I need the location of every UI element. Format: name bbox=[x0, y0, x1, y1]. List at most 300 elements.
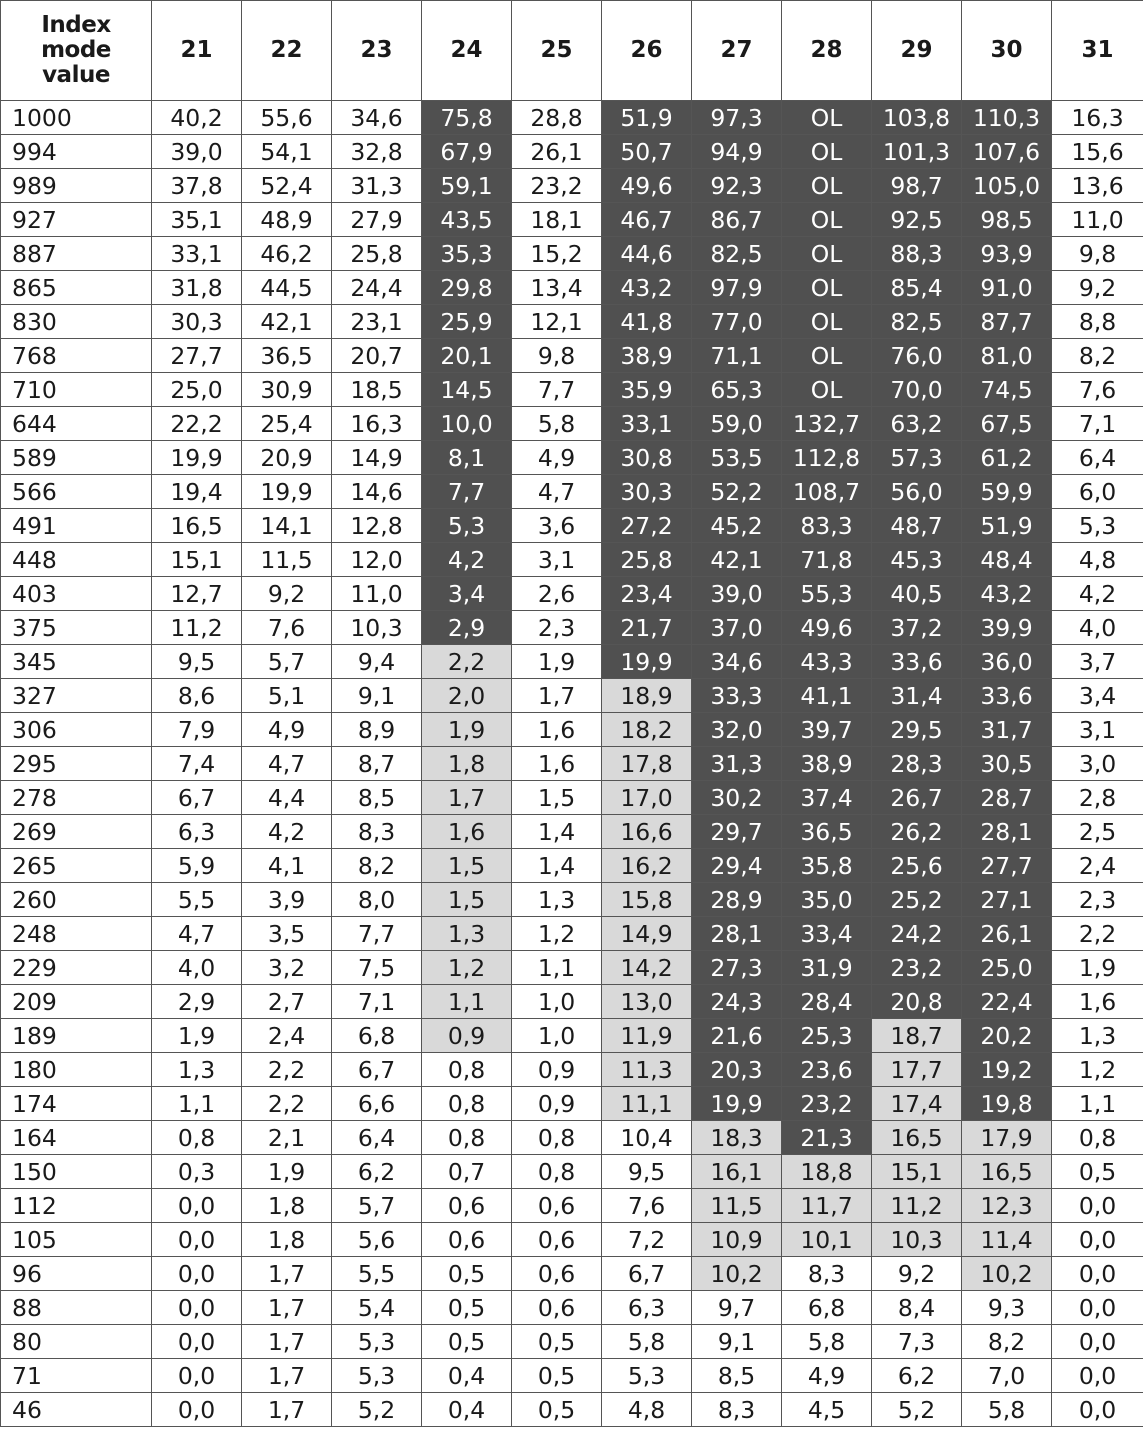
value-cell: 0,0 bbox=[1052, 1223, 1143, 1257]
index-cell: 927 bbox=[1, 203, 152, 237]
value-cell: 10,4 bbox=[602, 1121, 692, 1155]
value-cell: OL bbox=[782, 373, 872, 407]
value-cell: 1,9 bbox=[422, 713, 512, 747]
table-row bbox=[1, 339, 1143, 373]
value-cell: 0,8 bbox=[512, 1121, 602, 1155]
value-cell: 25,2 bbox=[872, 883, 962, 917]
value-cell: 3,7 bbox=[1052, 645, 1143, 679]
value-cell: 55,6 bbox=[242, 101, 332, 135]
value-cell: 28,1 bbox=[962, 815, 1052, 849]
value-cell: 23,6 bbox=[782, 1053, 872, 1087]
value-cell: 1,2 bbox=[1052, 1053, 1143, 1087]
value-cell: 1,1 bbox=[422, 985, 512, 1019]
table-body bbox=[1, 101, 1143, 1427]
value-cell: 0,8 bbox=[422, 1053, 512, 1087]
value-cell: 4,4 bbox=[242, 781, 332, 815]
value-cell: 10,3 bbox=[332, 611, 422, 645]
value-cell: 16,5 bbox=[152, 509, 242, 543]
value-cell: 2,2 bbox=[242, 1053, 332, 1087]
value-cell: 39,0 bbox=[152, 135, 242, 169]
table-row bbox=[1, 1223, 1143, 1257]
value-cell: 3,4 bbox=[1052, 679, 1143, 713]
value-cell: 1,0 bbox=[512, 1019, 602, 1053]
value-cell: 43,2 bbox=[962, 577, 1052, 611]
value-cell: 4,5 bbox=[782, 1393, 872, 1427]
value-cell: 1,3 bbox=[152, 1053, 242, 1087]
value-cell: 0,6 bbox=[422, 1223, 512, 1257]
value-cell: 97,9 bbox=[692, 271, 782, 305]
value-cell: 32,8 bbox=[332, 135, 422, 169]
index-mode-value-header bbox=[1, 1, 152, 101]
value-cell: 1,2 bbox=[422, 951, 512, 985]
value-cell: 0,0 bbox=[152, 1359, 242, 1393]
value-cell: 1,7 bbox=[512, 679, 602, 713]
value-cell: 103,8 bbox=[872, 101, 962, 135]
value-cell: 59,1 bbox=[422, 169, 512, 203]
value-cell: 20,1 bbox=[422, 339, 512, 373]
value-cell: 76,0 bbox=[872, 339, 962, 373]
value-cell: 31,3 bbox=[692, 747, 782, 781]
value-cell: 51,9 bbox=[962, 509, 1052, 543]
value-cell: 1,7 bbox=[242, 1325, 332, 1359]
value-cell: 25,0 bbox=[152, 373, 242, 407]
column-header: 26 bbox=[602, 1, 692, 101]
value-cell: 7,0 bbox=[962, 1359, 1052, 1393]
value-cell: 132,7 bbox=[782, 407, 872, 441]
value-cell: 11,7 bbox=[782, 1189, 872, 1223]
value-cell: 6,6 bbox=[332, 1087, 422, 1121]
value-cell: 55,3 bbox=[782, 577, 872, 611]
table-row bbox=[1, 781, 1143, 815]
index-cell: 269 bbox=[1, 815, 152, 849]
value-cell: 0,6 bbox=[512, 1189, 602, 1223]
header-line: Index bbox=[41, 12, 111, 38]
value-cell: 5,3 bbox=[332, 1325, 422, 1359]
value-cell: 9,5 bbox=[152, 645, 242, 679]
value-cell: 23,2 bbox=[872, 951, 962, 985]
value-cell: 24,2 bbox=[872, 917, 962, 951]
table-row bbox=[1, 407, 1143, 441]
value-cell: 28,9 bbox=[692, 883, 782, 917]
value-cell: 5,6 bbox=[332, 1223, 422, 1257]
value-cell: 16,1 bbox=[692, 1155, 782, 1189]
value-cell: 20,7 bbox=[332, 339, 422, 373]
value-cell: 8,8 bbox=[1052, 305, 1143, 339]
value-cell: 9,3 bbox=[962, 1291, 1052, 1325]
value-cell: 6,2 bbox=[332, 1155, 422, 1189]
value-cell: 16,6 bbox=[602, 815, 692, 849]
value-cell: 85,4 bbox=[872, 271, 962, 305]
table-row bbox=[1, 951, 1143, 985]
value-cell: 31,3 bbox=[332, 169, 422, 203]
index-cell: 295 bbox=[1, 747, 152, 781]
value-cell: 6,3 bbox=[602, 1291, 692, 1325]
value-cell: 9,4 bbox=[332, 645, 422, 679]
index-cell: 248 bbox=[1, 917, 152, 951]
value-cell: 2,2 bbox=[422, 645, 512, 679]
value-cell: 35,8 bbox=[782, 849, 872, 883]
column-header: 22 bbox=[242, 1, 332, 101]
value-cell: 26,1 bbox=[512, 135, 602, 169]
value-cell: 37,8 bbox=[152, 169, 242, 203]
value-cell: 71,8 bbox=[782, 543, 872, 577]
value-cell: 7,5 bbox=[332, 951, 422, 985]
index-cell: 994 bbox=[1, 135, 152, 169]
value-cell: 108,7 bbox=[782, 475, 872, 509]
value-cell: 1,2 bbox=[512, 917, 602, 951]
value-cell: 37,4 bbox=[782, 781, 872, 815]
value-cell: 21,6 bbox=[692, 1019, 782, 1053]
value-cell: OL bbox=[782, 203, 872, 237]
value-cell: 15,2 bbox=[512, 237, 602, 271]
value-cell: 61,2 bbox=[962, 441, 1052, 475]
column-header: 27 bbox=[692, 1, 782, 101]
value-cell: 6,4 bbox=[332, 1121, 422, 1155]
value-cell: 0,4 bbox=[422, 1393, 512, 1427]
value-cell: 93,9 bbox=[962, 237, 1052, 271]
value-cell: 35,3 bbox=[422, 237, 512, 271]
value-cell: 2,3 bbox=[1052, 883, 1143, 917]
index-cell: 865 bbox=[1, 271, 152, 305]
value-cell: 1,8 bbox=[242, 1189, 332, 1223]
value-cell: 48,4 bbox=[962, 543, 1052, 577]
value-cell: 6,2 bbox=[872, 1359, 962, 1393]
value-cell: 0,6 bbox=[512, 1223, 602, 1257]
value-cell: 30,2 bbox=[692, 781, 782, 815]
column-header: 24 bbox=[422, 1, 512, 101]
value-cell: 17,7 bbox=[872, 1053, 962, 1087]
value-cell: 21,3 bbox=[782, 1121, 872, 1155]
value-cell: 8,3 bbox=[332, 815, 422, 849]
index-cell: 403 bbox=[1, 577, 152, 611]
value-cell: 29,7 bbox=[692, 815, 782, 849]
index-cell: 96 bbox=[1, 1257, 152, 1291]
value-cell: 29,4 bbox=[692, 849, 782, 883]
value-cell: 37,2 bbox=[872, 611, 962, 645]
column-header: 23 bbox=[332, 1, 422, 101]
value-cell: 87,7 bbox=[962, 305, 1052, 339]
value-cell: 29,5 bbox=[872, 713, 962, 747]
value-cell: 81,0 bbox=[962, 339, 1052, 373]
index-cell: 1000 bbox=[1, 101, 152, 135]
value-cell: 19,8 bbox=[962, 1087, 1052, 1121]
value-cell: 2,2 bbox=[242, 1087, 332, 1121]
value-cell: 0,5 bbox=[422, 1291, 512, 1325]
table-row bbox=[1, 1121, 1143, 1155]
value-cell: 10,2 bbox=[692, 1257, 782, 1291]
value-cell: 67,5 bbox=[962, 407, 1052, 441]
value-cell: 35,0 bbox=[782, 883, 872, 917]
table-row bbox=[1, 237, 1143, 271]
value-cell: 44,6 bbox=[602, 237, 692, 271]
table-row bbox=[1, 1393, 1143, 1427]
value-cell: 71,1 bbox=[692, 339, 782, 373]
value-cell: 33,4 bbox=[782, 917, 872, 951]
value-cell: 27,7 bbox=[152, 339, 242, 373]
value-cell: 5,3 bbox=[422, 509, 512, 543]
value-cell: 8,1 bbox=[422, 441, 512, 475]
column-header: 30 bbox=[962, 1, 1052, 101]
table-row bbox=[1, 543, 1143, 577]
value-cell: 8,5 bbox=[692, 1359, 782, 1393]
value-cell: 2,9 bbox=[152, 985, 242, 1019]
value-cell: 8,6 bbox=[152, 679, 242, 713]
table-row bbox=[1, 1325, 1143, 1359]
value-cell: 18,8 bbox=[782, 1155, 872, 1189]
value-cell: 1,7 bbox=[242, 1359, 332, 1393]
value-cell: 6,7 bbox=[332, 1053, 422, 1087]
value-cell: 27,9 bbox=[332, 203, 422, 237]
value-cell: 50,7 bbox=[602, 135, 692, 169]
value-cell: 34,6 bbox=[692, 645, 782, 679]
value-cell: 5,3 bbox=[602, 1359, 692, 1393]
value-cell: 39,9 bbox=[962, 611, 1052, 645]
value-cell: 11,5 bbox=[692, 1189, 782, 1223]
value-cell: 4,2 bbox=[422, 543, 512, 577]
index-cell: 830 bbox=[1, 305, 152, 339]
value-cell: 19,9 bbox=[602, 645, 692, 679]
value-cell: 38,9 bbox=[602, 339, 692, 373]
value-cell: 27,7 bbox=[962, 849, 1052, 883]
table-row bbox=[1, 305, 1143, 339]
value-cell: 107,6 bbox=[962, 135, 1052, 169]
value-cell: 0,5 bbox=[512, 1359, 602, 1393]
value-cell: 9,7 bbox=[692, 1291, 782, 1325]
value-cell: 28,4 bbox=[782, 985, 872, 1019]
value-cell: 4,7 bbox=[152, 917, 242, 951]
value-cell: 1,7 bbox=[242, 1257, 332, 1291]
value-cell: 0,5 bbox=[422, 1257, 512, 1291]
value-cell: 40,2 bbox=[152, 101, 242, 135]
value-cell: 42,1 bbox=[242, 305, 332, 339]
table-row bbox=[1, 1087, 1143, 1121]
table-row bbox=[1, 883, 1143, 917]
value-cell: 11,3 bbox=[602, 1053, 692, 1087]
value-cell: 5,8 bbox=[512, 407, 602, 441]
index-cell: 644 bbox=[1, 407, 152, 441]
value-cell: 23,2 bbox=[782, 1087, 872, 1121]
value-cell: 2,4 bbox=[242, 1019, 332, 1053]
value-cell: 33,6 bbox=[872, 645, 962, 679]
value-cell: 19,4 bbox=[152, 475, 242, 509]
value-cell: 26,2 bbox=[872, 815, 962, 849]
value-cell: 19,9 bbox=[692, 1087, 782, 1121]
value-cell: 0,3 bbox=[152, 1155, 242, 1189]
index-cell: 80 bbox=[1, 1325, 152, 1359]
value-cell: 12,8 bbox=[332, 509, 422, 543]
value-cell: 15,1 bbox=[872, 1155, 962, 1189]
value-cell: 3,1 bbox=[1052, 713, 1143, 747]
value-cell: 0,0 bbox=[1052, 1189, 1143, 1223]
value-cell: 1,6 bbox=[1052, 985, 1143, 1019]
value-cell: 1,1 bbox=[512, 951, 602, 985]
value-cell: 9,8 bbox=[1052, 237, 1143, 271]
value-cell: 48,7 bbox=[872, 509, 962, 543]
value-cell: 31,7 bbox=[962, 713, 1052, 747]
value-cell: OL bbox=[782, 101, 872, 135]
value-cell: 25,9 bbox=[422, 305, 512, 339]
value-cell: 25,8 bbox=[602, 543, 692, 577]
value-cell: 5,5 bbox=[332, 1257, 422, 1291]
value-cell: 5,4 bbox=[332, 1291, 422, 1325]
value-cell: 1,9 bbox=[242, 1155, 332, 1189]
value-cell: 5,5 bbox=[152, 883, 242, 917]
value-cell: 4,9 bbox=[512, 441, 602, 475]
value-cell: 9,2 bbox=[242, 577, 332, 611]
value-cell: 14,1 bbox=[242, 509, 332, 543]
value-cell: 0,5 bbox=[512, 1325, 602, 1359]
value-cell: 46,7 bbox=[602, 203, 692, 237]
value-cell: 9,2 bbox=[872, 1257, 962, 1291]
value-cell: 56,0 bbox=[872, 475, 962, 509]
value-cell: 12,0 bbox=[332, 543, 422, 577]
value-cell: 9,5 bbox=[602, 1155, 692, 1189]
value-cell: 1,1 bbox=[152, 1087, 242, 1121]
value-cell: 5,8 bbox=[602, 1325, 692, 1359]
value-cell: 10,1 bbox=[782, 1223, 872, 1257]
value-cell: 97,3 bbox=[692, 101, 782, 135]
value-cell: 33,1 bbox=[152, 237, 242, 271]
value-cell: 23,2 bbox=[512, 169, 602, 203]
value-cell: 38,9 bbox=[782, 747, 872, 781]
value-cell: OL bbox=[782, 237, 872, 271]
value-cell: 5,8 bbox=[962, 1393, 1052, 1427]
value-cell: 0,4 bbox=[422, 1359, 512, 1393]
column-header: 29 bbox=[872, 1, 962, 101]
value-cell: 0,0 bbox=[1052, 1257, 1143, 1291]
value-cell: 0,7 bbox=[422, 1155, 512, 1189]
index-cell: 375 bbox=[1, 611, 152, 645]
table-row bbox=[1, 1291, 1143, 1325]
value-cell: 11,2 bbox=[152, 611, 242, 645]
column-header: 31 bbox=[1052, 1, 1143, 101]
value-cell: 2,3 bbox=[512, 611, 602, 645]
value-cell: 8,3 bbox=[782, 1257, 872, 1291]
value-cell: 7,1 bbox=[1052, 407, 1143, 441]
table-row bbox=[1, 475, 1143, 509]
value-cell: 20,8 bbox=[872, 985, 962, 1019]
value-cell: 3,0 bbox=[1052, 747, 1143, 781]
value-cell: 40,5 bbox=[872, 577, 962, 611]
table-row bbox=[1, 169, 1143, 203]
value-cell: 8,2 bbox=[332, 849, 422, 883]
value-cell: 1,4 bbox=[512, 815, 602, 849]
value-cell: 7,2 bbox=[602, 1223, 692, 1257]
table-row bbox=[1, 577, 1143, 611]
table-row bbox=[1, 985, 1143, 1019]
table-row bbox=[1, 917, 1143, 951]
column-header: 25 bbox=[512, 1, 602, 101]
value-cell: 1,9 bbox=[1052, 951, 1143, 985]
value-cell: 0,6 bbox=[512, 1257, 602, 1291]
value-cell: 24,4 bbox=[332, 271, 422, 305]
value-cell: 0,0 bbox=[152, 1257, 242, 1291]
value-cell: 0,6 bbox=[422, 1189, 512, 1223]
value-cell: 6,4 bbox=[1052, 441, 1143, 475]
value-cell: 8,3 bbox=[692, 1393, 782, 1427]
value-cell: 7,3 bbox=[872, 1325, 962, 1359]
value-cell: 12,1 bbox=[512, 305, 602, 339]
value-cell: 31,8 bbox=[152, 271, 242, 305]
value-cell: 74,5 bbox=[962, 373, 1052, 407]
value-cell: 0,9 bbox=[512, 1087, 602, 1121]
value-cell: 11,0 bbox=[1052, 203, 1143, 237]
value-cell: 4,7 bbox=[242, 747, 332, 781]
value-cell: 5,7 bbox=[242, 645, 332, 679]
index-cell: 209 bbox=[1, 985, 152, 1019]
index-cell: 229 bbox=[1, 951, 152, 985]
value-cell: 3,1 bbox=[512, 543, 602, 577]
value-cell: 5,9 bbox=[152, 849, 242, 883]
value-cell: 0,6 bbox=[512, 1291, 602, 1325]
value-cell: 5,2 bbox=[332, 1393, 422, 1427]
value-cell: 5,3 bbox=[332, 1359, 422, 1393]
value-cell: 17,0 bbox=[602, 781, 692, 815]
value-cell: 112,8 bbox=[782, 441, 872, 475]
value-cell: 20,9 bbox=[242, 441, 332, 475]
value-cell: 2,0 bbox=[422, 679, 512, 713]
value-cell: 4,9 bbox=[242, 713, 332, 747]
value-cell: 0,0 bbox=[1052, 1359, 1143, 1393]
value-cell: 36,0 bbox=[962, 645, 1052, 679]
value-cell: 21,7 bbox=[602, 611, 692, 645]
value-cell: 34,6 bbox=[332, 101, 422, 135]
index-cell: 112 bbox=[1, 1189, 152, 1223]
value-cell: 0,0 bbox=[152, 1291, 242, 1325]
value-cell: 30,3 bbox=[152, 305, 242, 339]
index-cell: 278 bbox=[1, 781, 152, 815]
value-cell: 30,8 bbox=[602, 441, 692, 475]
value-cell: 46,2 bbox=[242, 237, 332, 271]
value-cell: 7,6 bbox=[242, 611, 332, 645]
value-cell: 20,3 bbox=[692, 1053, 782, 1087]
value-cell: 83,3 bbox=[782, 509, 872, 543]
value-cell: 11,1 bbox=[602, 1087, 692, 1121]
value-cell: 82,5 bbox=[692, 237, 782, 271]
value-cell: 43,3 bbox=[782, 645, 872, 679]
value-cell: 98,7 bbox=[872, 169, 962, 203]
value-cell: 23,1 bbox=[332, 305, 422, 339]
table-row bbox=[1, 645, 1143, 679]
index-cell: 265 bbox=[1, 849, 152, 883]
value-cell: 1,7 bbox=[242, 1393, 332, 1427]
value-cell: 1,5 bbox=[512, 781, 602, 815]
index-cell: 105 bbox=[1, 1223, 152, 1257]
value-cell: 18,7 bbox=[872, 1019, 962, 1053]
table-row bbox=[1, 1189, 1143, 1223]
index-cell: 448 bbox=[1, 543, 152, 577]
value-cell: 0,8 bbox=[152, 1121, 242, 1155]
value-cell: 48,9 bbox=[242, 203, 332, 237]
index-cell: 710 bbox=[1, 373, 152, 407]
value-cell: 28,1 bbox=[692, 917, 782, 951]
value-cell: 17,4 bbox=[872, 1087, 962, 1121]
table-row bbox=[1, 849, 1143, 883]
header-line: value bbox=[42, 62, 110, 88]
table-row bbox=[1, 1257, 1143, 1291]
value-cell: 27,2 bbox=[602, 509, 692, 543]
value-cell: 16,5 bbox=[872, 1121, 962, 1155]
value-cell: 36,5 bbox=[242, 339, 332, 373]
value-cell: 4,9 bbox=[782, 1359, 872, 1393]
value-cell: 14,2 bbox=[602, 951, 692, 985]
value-cell: 28,8 bbox=[512, 101, 602, 135]
value-cell: 18,9 bbox=[602, 679, 692, 713]
value-cell: 16,5 bbox=[962, 1155, 1052, 1189]
value-cell: 5,3 bbox=[1052, 509, 1143, 543]
value-cell: 25,4 bbox=[242, 407, 332, 441]
value-cell: 1,8 bbox=[422, 747, 512, 781]
